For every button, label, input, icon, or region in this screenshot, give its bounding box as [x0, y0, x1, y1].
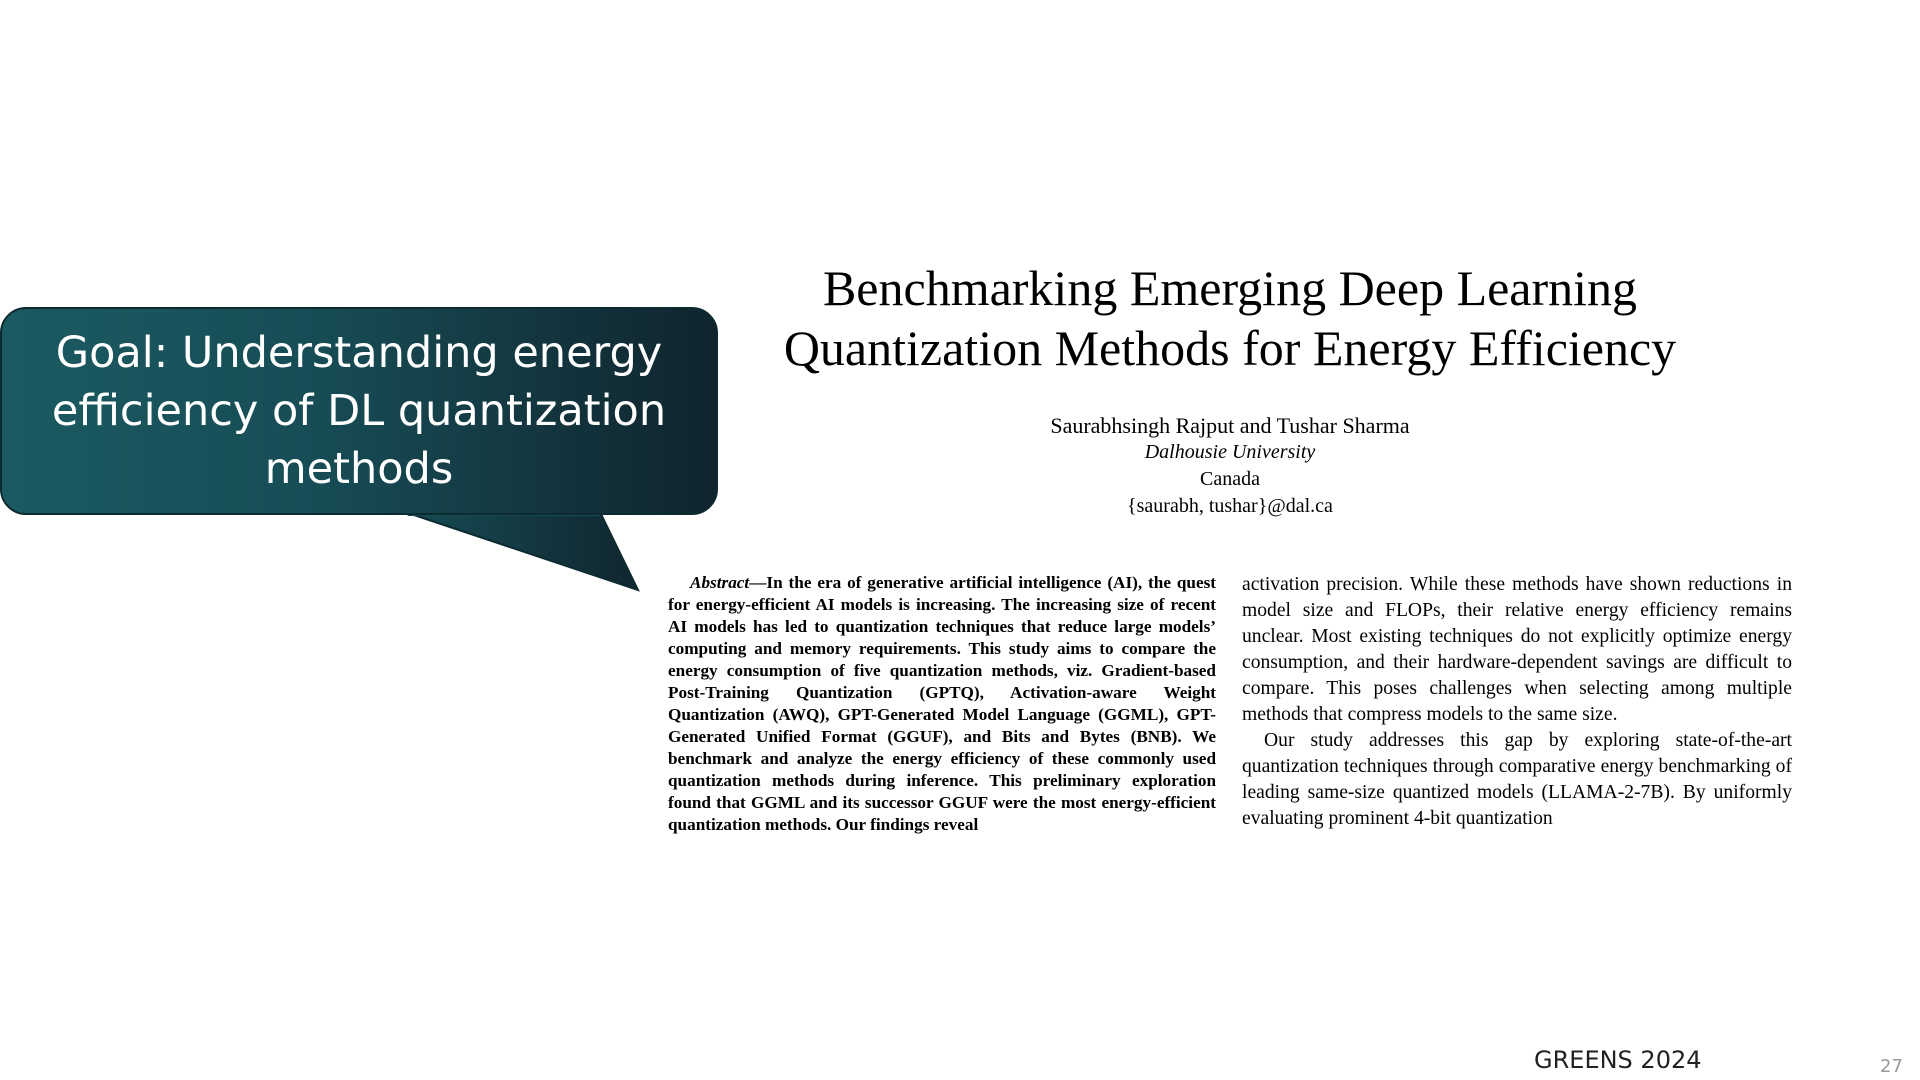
- page-number: 27: [1880, 1056, 1903, 1077]
- abstract-column: [668, 572, 1216, 854]
- author-affiliation: Dalhousie University: [1144, 441, 1316, 463]
- author-names: Saurabhsingh Rajput and Tushar Sharma: [1050, 413, 1410, 438]
- intro-paragraph-1: activation precision. While these methods have shown reductions in model size and FLOPs, their relative energy efficiency remains unclear. Most existing techniques do not explicitly optimize energy consumption, and their hardware-dependent savings are difficult to compare. This poses challenges when selecting among multiple methods that compress models to the same size.: [1242, 574, 1792, 725]
- conference-footer: GREENS 2024: [1534, 1046, 1702, 1074]
- goal-callout: [0, 307, 718, 515]
- author-country: Canada: [1200, 468, 1260, 490]
- goal-callout-text: Goal: Understanding energy efficiency of DL quantization methods: [51, 328, 667, 494]
- abstract-label: Abstract: [690, 573, 750, 592]
- intro-paragraph-2: Our study addresses this gap by exploring state-of-the-art quantization techniques through comparative energy benchmarking of leading same-size quantized models (LLAMA-2-7B). By uniformly evaluating prominent 4-bit quantization: [1242, 730, 1792, 829]
- author-email: {saurabh, tushar}@dal.ca: [1127, 495, 1333, 517]
- intro-column: [1242, 572, 1792, 854]
- abstract-text: —In the era of generative artificial intelligence (AI), the quest for energy-efficient AI models is increasing. The increasing size of recent AI models has led to quantization techniques that reduce large models’ computing and memory requirements. This study aims to compare the energy consumption of five quantization methods, viz. Gradient-based Post-Training Quantization (GPTQ), Activation-aware Weight Quantization (AWQ), GPT-Generated Model Language (GGML), GPT-Generated Unified Format (GGUF), and Bits and Bytes (BNB). We benchmark and analyze the energy efficiency of these commonly used quantization methods during inference. This preliminary exploration found that GGML and its successor GGUF were the most energy-efficient quantization methods. Our findings reveal: [668, 573, 1216, 834]
- author-block: [930, 412, 1530, 520]
- abstract-paragraph: [668, 572, 1216, 836]
- paper-title: Benchmarking Emerging Deep Learning Quantization Methods for Energy Efficiency: [783, 260, 1677, 376]
